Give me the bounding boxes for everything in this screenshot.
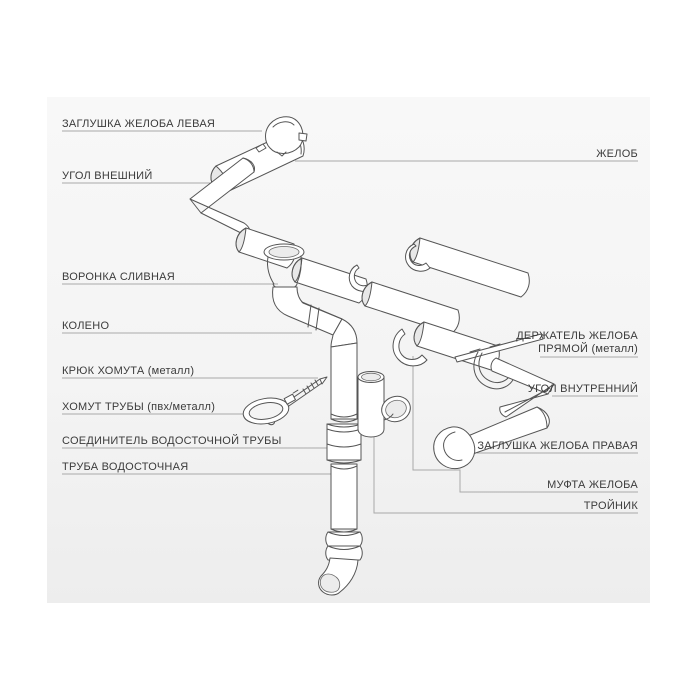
downpipe-label: ТРУБА ВОДОСТОЧНАЯ xyxy=(62,461,189,473)
right-end-cap-part xyxy=(434,427,475,469)
downpipe-connector-part xyxy=(327,424,361,463)
outlet-elbow-part xyxy=(319,558,358,595)
pipe-clamp-label: ХОМУТ ТРУБЫ (пвх/металл) xyxy=(62,401,216,413)
elbow-label: КОЛЕНО xyxy=(62,320,110,332)
clamp-hook-label: КРЮК ХОМУТА (металл) xyxy=(62,365,195,377)
outer-corner-label: УГОЛ ВНЕШНИЙ xyxy=(62,170,153,182)
pipe-clamp-part xyxy=(241,390,303,427)
left-gutter-end-cap-label: ЗАГЛУШКА ЖЕЛОБА ЛЕВАЯ xyxy=(62,118,216,130)
gutter-bracket-label-line2: ПРЯМОЙ (металл) xyxy=(538,343,638,355)
tee-label: ТРОЙНИК xyxy=(583,500,638,512)
gutter-run-front-part xyxy=(414,322,499,370)
right-end-cap-assembly xyxy=(434,407,550,469)
downpipe-part xyxy=(319,343,363,595)
tee-part xyxy=(358,372,414,438)
gutter-bracket-label-line1: ДЕРЖАТЕЛЬ ЖЕЛОБА xyxy=(516,330,638,342)
drain-funnel-label: ВОРОНКА СЛИВНАЯ xyxy=(62,271,175,283)
right-gutter-end-cap-label: ЗАГЛУШКА ЖЕЛОБА ПРАВАЯ xyxy=(477,440,638,452)
inner-corner-label: УГОЛ ВНУТРЕННИЙ xyxy=(527,383,638,395)
gutter-label: ЖЕЛОБ xyxy=(596,148,638,160)
gutter-coupling-label: МУФТА ЖЕЛОБА xyxy=(547,479,638,491)
gutter-bracket-label xyxy=(516,330,638,356)
downpipe-connector-label: СОЕДИНИТЕЛЬ ВОДОСТОЧНОЙ ТРУБЫ xyxy=(62,435,282,447)
gutter-section-rear-part xyxy=(406,238,530,297)
